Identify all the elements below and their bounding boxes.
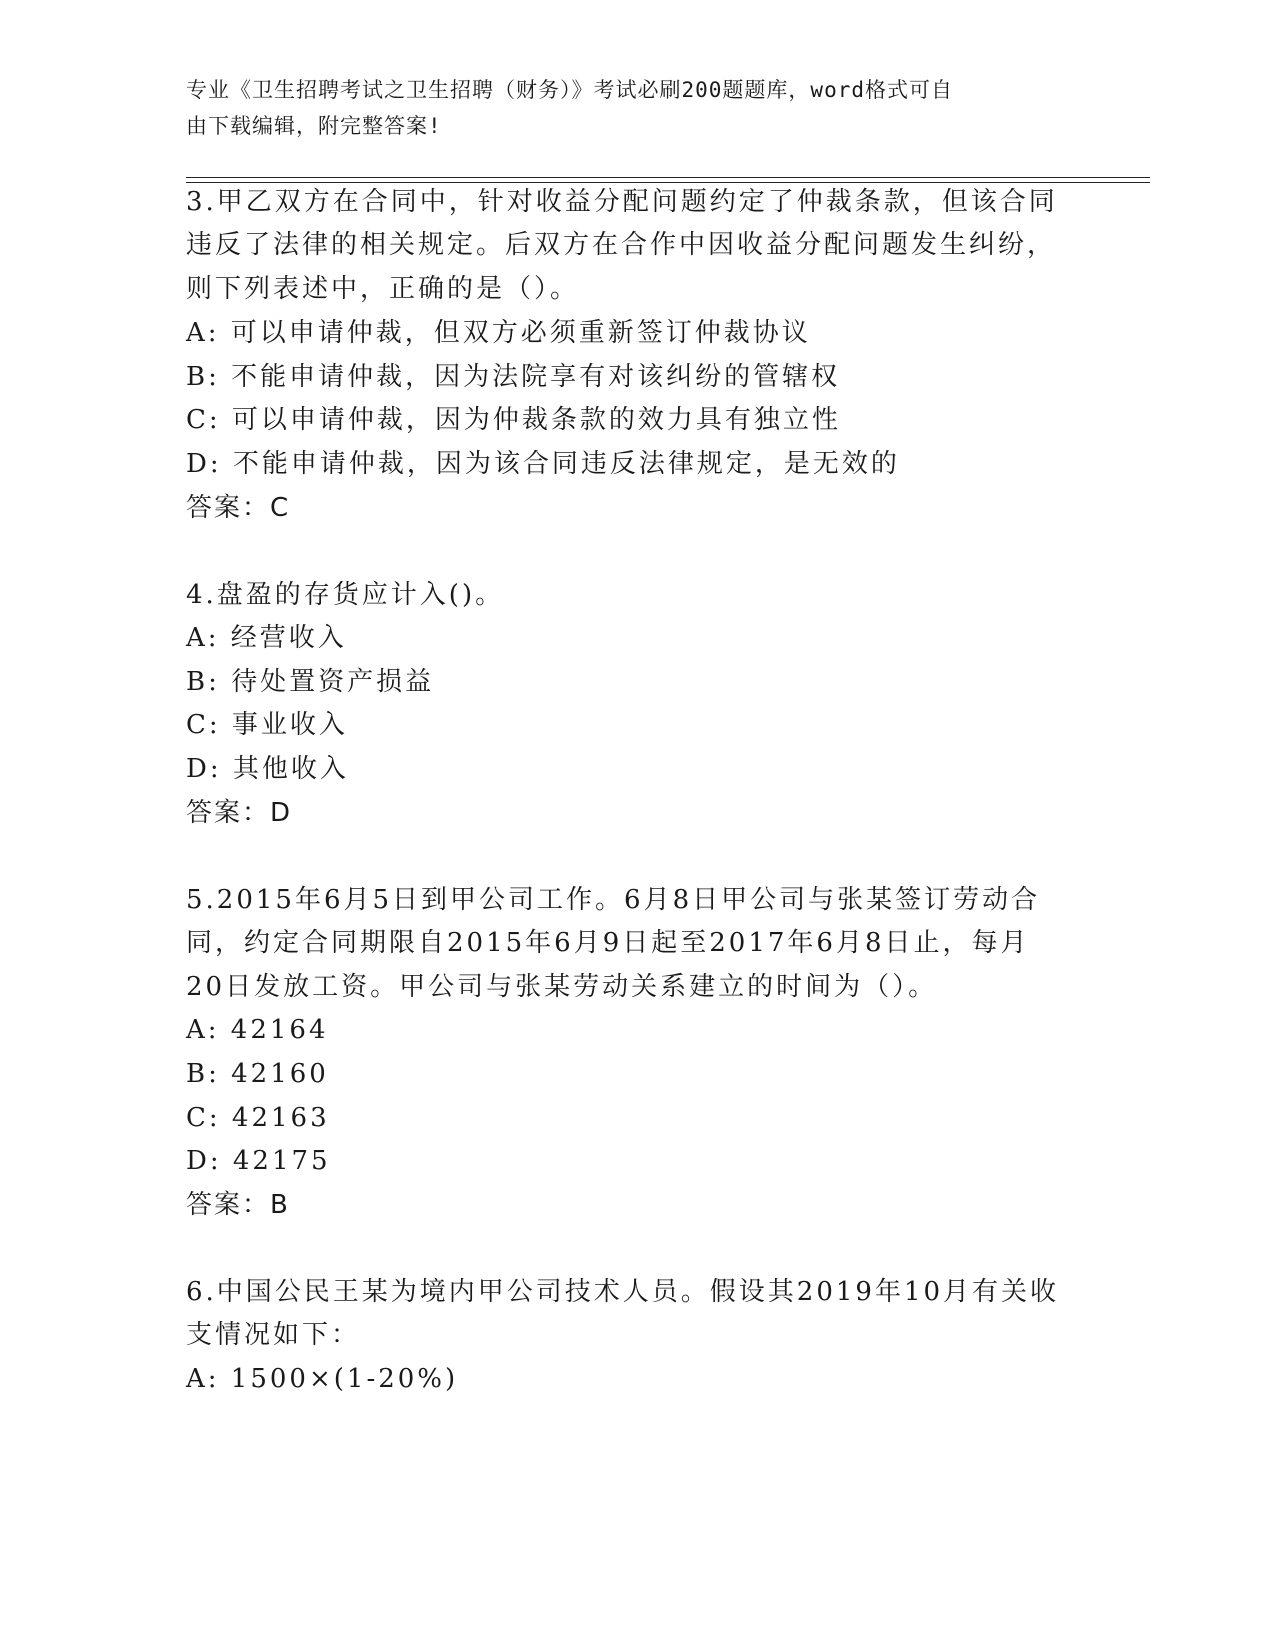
question-5-option-c: C: 42163: [186, 1103, 330, 1133]
question-3-option-b: B: 不能申请仲裁，因为法院享有对该纠纷的管辖权: [186, 362, 841, 392]
question-4-stem-line-1: 4.盘盈的存货应计入()。: [186, 580, 505, 610]
question-5-answer: 答案：B: [186, 1190, 290, 1220]
question-5-stem-line-2: 同，约定合同期限自2015年6月9日起至2017年6月8日止，每月: [186, 928, 1030, 958]
question-6-option-a: A: 1500×(1-20%): [186, 1364, 459, 1394]
question-4-option-a: A: 经营收入: [186, 623, 347, 653]
header-rule-bottom: [186, 182, 1150, 183]
question-4-answer: 答案：D: [186, 798, 293, 828]
header-rule-top: [186, 177, 1150, 178]
question-5-option-d: D: 42175: [186, 1146, 331, 1176]
document-header: [186, 72, 1066, 144]
question-3-option-d: D: 不能申请仲裁，因为该合同违反法律规定，是无效的: [186, 449, 900, 479]
question-3-stem-line-2: 违反了法律的相关规定。后双方在合作中因收益分配问题发生纠纷，: [186, 230, 1057, 260]
question-4-option-c: C: 事业收入: [186, 710, 348, 740]
header-line-2: 由下载编辑，附完整答案!: [186, 114, 442, 138]
question-5-option-b: B: 42160: [186, 1059, 329, 1089]
header-line-1: 专业《卫生招聘考试之卫生招聘（财务）》考试必刷200题题库，word格式可自: [186, 78, 953, 102]
question-3-stem-line-1: 3.甲乙双方在合同中，针对收益分配问题约定了仲裁条款，但该合同: [186, 187, 1058, 217]
question-4-option-b: B: 待处置资产损益: [186, 667, 435, 697]
question-3-stem-line-3: 则下列表述中，正确的是（）。: [186, 274, 580, 304]
question-4-option-d: D: 其他收入: [186, 754, 349, 784]
question-5-stem-line-3: 20日发放工资。甲公司与张某劳动关系建立的时间为（）。: [186, 972, 938, 1002]
question-3-option-c: C: 可以申请仲裁，因为仲裁条款的效力具有独立性: [186, 405, 841, 435]
question-3-answer: 答案：C: [186, 493, 291, 523]
question-6-stem-line-2: 支情况如下：: [186, 1320, 361, 1350]
question-5-option-a: A: 42164: [186, 1015, 329, 1045]
question-3-option-a: A: 可以申请仲裁，但双方必须重新签订仲裁协议: [186, 318, 811, 348]
question-5-stem-line-1: 5.2015年6月5日到甲公司工作。6月8日甲公司与张某签订劳动合: [186, 885, 1041, 915]
question-6-stem-line-1: 6.中国公民王某为境内甲公司技术人员。假设其2019年10月有关收: [186, 1277, 1060, 1307]
